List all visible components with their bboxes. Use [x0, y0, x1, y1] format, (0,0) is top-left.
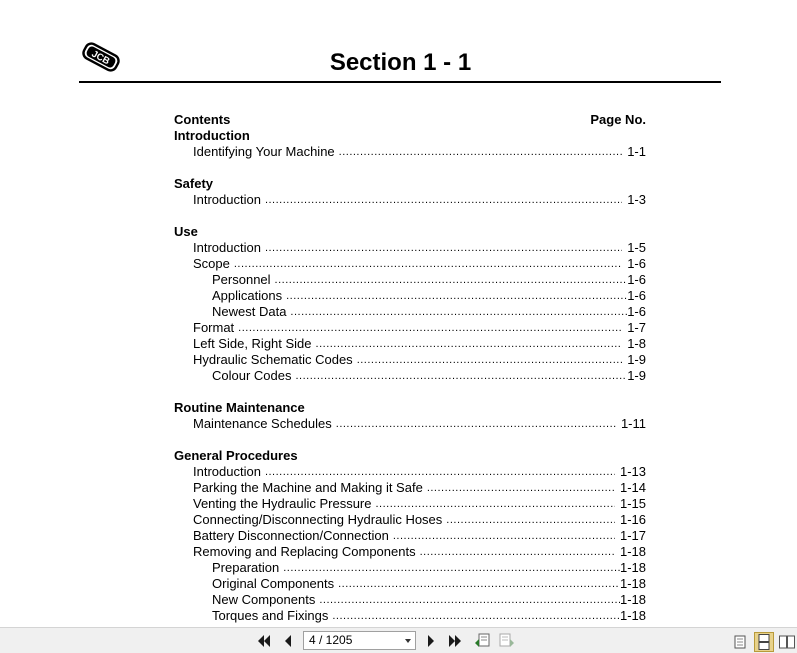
toc-entry-label: Preparation: [212, 560, 280, 575]
previous-page-icon[interactable]: [279, 632, 297, 650]
first-page-icon[interactable]: [255, 632, 273, 650]
toc-entry-label: New Components: [212, 592, 316, 607]
toc-entry-page: 1-6: [627, 304, 646, 319]
toc-entry-page: 1-18: [619, 560, 646, 575]
toc-group: [174, 176, 646, 208]
toc-group: [174, 128, 646, 160]
table-of-contents: [174, 112, 646, 624]
dot-leader: [420, 544, 615, 560]
toc-entry[interactable]: [174, 416, 646, 432]
toc-entry[interactable]: [174, 288, 646, 304]
dot-leader: [234, 256, 622, 272]
continuous-view-icon[interactable]: [754, 632, 774, 652]
toc-entry-page: 1-18: [619, 608, 646, 623]
dot-leader: [265, 240, 622, 256]
toc-entry[interactable]: [174, 496, 646, 512]
toc-entry-label: Removing and Replacing Components: [193, 544, 416, 559]
single-page-view-icon[interactable]: [730, 632, 750, 652]
toc-entry-page: 1-18: [619, 576, 646, 591]
toc-entry[interactable]: [174, 544, 646, 560]
toc-entry[interactable]: [174, 560, 646, 576]
toc-entry[interactable]: [174, 608, 646, 624]
svg-text:JCB: JCB: [89, 48, 112, 68]
dot-leader: [286, 288, 627, 304]
toc-entry-label: Format: [193, 320, 235, 335]
toc-entry[interactable]: [174, 240, 646, 256]
toc-entry[interactable]: [174, 464, 646, 480]
toc-entry[interactable]: [174, 272, 646, 288]
toc-group-title: Use: [174, 224, 198, 239]
toc-entry-page: 1-9: [627, 352, 646, 367]
toc-group-title: Safety: [174, 176, 214, 191]
dot-leader: [316, 336, 623, 352]
toc-entry-page: 1-9: [627, 368, 646, 383]
toc-entry-label: Newest Data: [212, 304, 287, 319]
pdf-toolbar: [0, 627, 797, 653]
toc-entry-page: 1-14: [619, 480, 646, 495]
toc-entry[interactable]: [174, 528, 646, 544]
toc-group: [174, 224, 646, 384]
toc-entry-page: 1-6: [627, 272, 646, 287]
toc-entry[interactable]: [174, 144, 646, 160]
toc-entry-label: Introduction: [193, 464, 261, 479]
toc-entry-label: Original Components: [212, 576, 335, 591]
dot-leader: [393, 528, 615, 544]
contents-label: Contents: [174, 112, 231, 127]
last-page-icon[interactable]: [446, 632, 464, 650]
page-title: Section 1 - 1: [329, 49, 472, 76]
toc-entry-label: Introduction: [193, 240, 261, 255]
toc-entry[interactable]: [174, 320, 646, 336]
toc-entry-label: Hydraulic Schematic Codes: [193, 352, 353, 367]
dot-leader: [265, 464, 615, 480]
dot-leader: [427, 480, 615, 496]
toc-entry-label: Introduction: [193, 192, 261, 207]
toc-entry-page: 1-17: [619, 528, 646, 543]
page-indicator: 4 / 1205: [309, 633, 353, 647]
dot-leader: [290, 304, 627, 320]
toc-entry-page: 1-7: [627, 320, 646, 335]
toc-entry-label: Venting the Hydraulic Pressure: [193, 496, 372, 511]
toc-entry-label: Applications: [212, 288, 283, 303]
toc-entry[interactable]: [174, 368, 646, 384]
chevron-down-icon: [405, 639, 411, 643]
toc-entry-page: 1-8: [627, 336, 646, 351]
toc-entry-page: 1-6: [627, 256, 646, 271]
toc-entry-page: 1-1: [627, 144, 646, 159]
toc-entry-label: Identifying Your Machine: [193, 144, 335, 159]
dot-leader: [275, 272, 628, 288]
toc-entry[interactable]: [174, 336, 646, 352]
toc-entry-page: 1-11: [620, 416, 646, 431]
toc-entry-page: 1-18: [619, 592, 646, 607]
dot-leader: [336, 416, 616, 432]
dot-leader: [332, 608, 620, 624]
toc-entry-page: 1-3: [627, 192, 646, 207]
dot-leader: [319, 592, 620, 608]
dot-leader: [238, 320, 622, 336]
dot-leader: [296, 368, 628, 384]
dot-leader: [375, 496, 614, 512]
toc-entry[interactable]: [174, 512, 646, 528]
toc-group-title: Routine Maintenance: [174, 400, 305, 415]
toc-group-title: General Procedures: [174, 448, 298, 463]
toc-entry-label: Maintenance Schedules: [193, 416, 332, 431]
toc-entry[interactable]: [174, 352, 646, 368]
previous-view-icon[interactable]: [473, 632, 491, 650]
toc-entry[interactable]: [174, 256, 646, 272]
toc-entry-label: Torques and Fixings: [212, 608, 329, 623]
toc-entry[interactable]: [174, 192, 646, 208]
dot-leader: [357, 352, 623, 368]
toc-entry-page: 1-18: [619, 544, 646, 559]
facing-pages-view-icon[interactable]: [777, 632, 797, 652]
toc-entry[interactable]: [174, 304, 646, 320]
toc-entry-page: 1-13: [619, 464, 646, 479]
toc-entry-page: 1-16: [619, 512, 646, 527]
toc-entry-label: Scope: [193, 256, 230, 271]
next-view-icon[interactable]: [498, 632, 516, 650]
toc-group: [174, 448, 646, 624]
page-number-select[interactable]: [303, 631, 416, 650]
toc-entry-label: Battery Disconnection/Connection: [193, 528, 389, 543]
title-divider: [79, 81, 721, 83]
toc-header: [174, 112, 646, 128]
page-no-label: Page No.: [590, 112, 646, 127]
toc-entry[interactable]: [174, 576, 646, 592]
toc-entry-label: Connecting/Disconnecting Hydraulic Hoses: [193, 512, 443, 527]
toc-entry-page: 1-15: [619, 496, 646, 511]
toc-entry[interactable]: [174, 480, 646, 496]
toc-entry-page: 1-5: [627, 240, 646, 255]
dot-leader: [338, 576, 620, 592]
toc-entry[interactable]: [174, 592, 646, 608]
toc-entry-page: 1-6: [627, 288, 646, 303]
toc-entry-label: Left Side, Right Side: [193, 336, 312, 351]
next-page-icon[interactable]: [422, 632, 440, 650]
toc-entry-label: Parking the Machine and Making it Safe: [193, 480, 423, 495]
dot-leader: [446, 512, 615, 528]
toc-entry-label: Colour Codes: [212, 368, 292, 383]
toc-entry-label: Personnel: [212, 272, 271, 287]
toc-group: [174, 400, 646, 432]
dot-leader: [339, 144, 623, 160]
toc-group-title: Introduction: [174, 128, 250, 143]
dot-leader: [265, 192, 622, 208]
dot-leader: [283, 560, 620, 576]
